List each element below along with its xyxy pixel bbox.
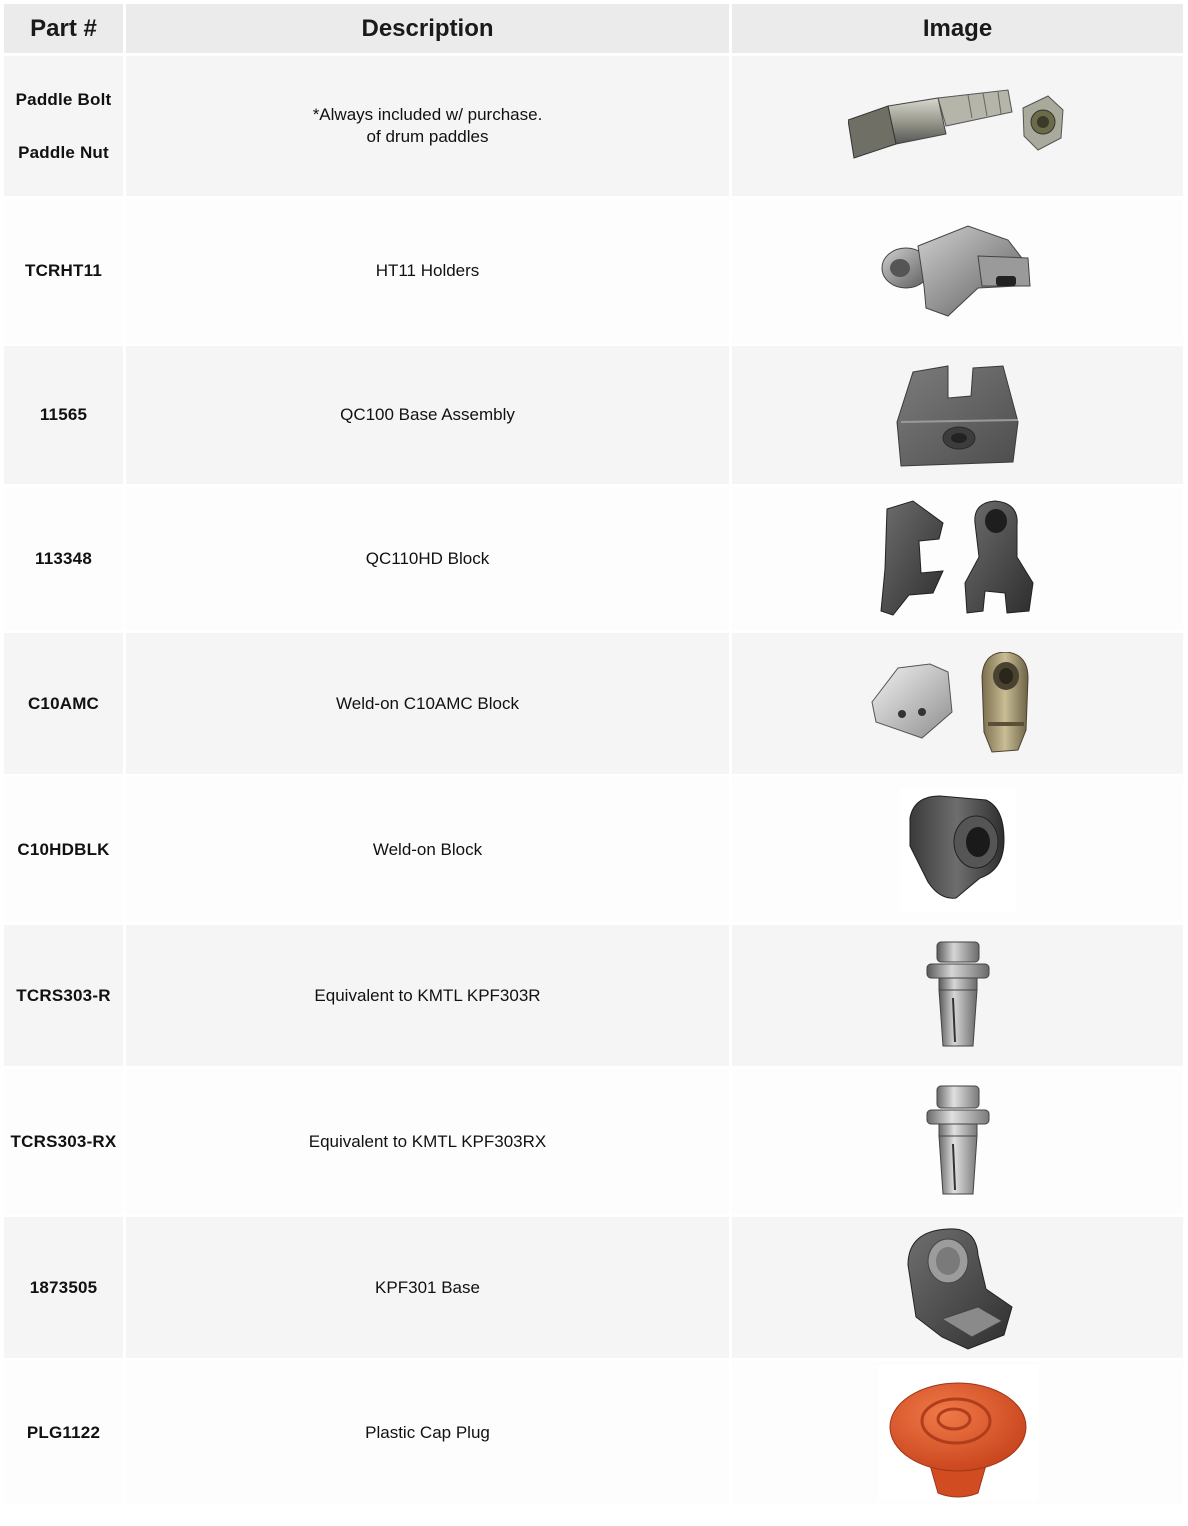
- sleeve-icon: [923, 938, 993, 1054]
- part-description: [126, 633, 729, 774]
- part-description: [126, 346, 729, 484]
- description-line: Weld-on Block: [372, 839, 483, 859]
- part-description: [126, 1361, 729, 1505]
- description-line: Plastic Cap Plug: [365, 1423, 490, 1442]
- part-image-cell: [732, 777, 1183, 922]
- description-line: Weld-on C10AMC Block: [336, 693, 519, 713]
- table-row: [4, 1361, 1183, 1505]
- part-number: [4, 1361, 123, 1505]
- part-description: [126, 56, 729, 196]
- table-row: [4, 1217, 1183, 1358]
- table-row: [4, 346, 1183, 484]
- cap-plug-icon: [878, 1365, 1038, 1501]
- part-number-line: PLG1122: [26, 1423, 101, 1442]
- part-description: [126, 1217, 729, 1358]
- description-line: HT11 Holders: [375, 261, 480, 280]
- header-part-number: Part #: [4, 4, 123, 53]
- part-image-cell: [732, 925, 1183, 1066]
- table-row: [4, 633, 1183, 774]
- part-number-line: C10HDBLK: [17, 839, 110, 859]
- part-description: [126, 925, 729, 1066]
- kpf-base-icon: [898, 1225, 1018, 1351]
- table-row: [4, 199, 1183, 343]
- table-header-row: [4, 4, 1183, 53]
- parts-table: [4, 4, 1183, 1505]
- part-description: [126, 1069, 729, 1214]
- part-number-line: C10AMC: [27, 693, 100, 713]
- table-row: [4, 1069, 1183, 1214]
- part-image-cell: [732, 633, 1183, 774]
- header-image: Image: [732, 4, 1183, 53]
- part-description: [126, 777, 729, 922]
- description-line: Equivalent to KMTL KPF303RX: [308, 1131, 547, 1151]
- description-line: *Always included w/ purchase.: [312, 105, 543, 124]
- part-number: [4, 199, 123, 343]
- part-number: [4, 633, 123, 774]
- part-image-cell: [732, 1069, 1183, 1214]
- part-image-cell: [732, 487, 1183, 630]
- weld-block-icon: [900, 788, 1016, 912]
- part-number: [4, 925, 123, 1066]
- part-number: [4, 1069, 123, 1214]
- description-line: of drum paddles: [366, 127, 489, 146]
- table-row: [4, 487, 1183, 630]
- part-number: [4, 56, 123, 196]
- part-image-cell: [732, 1361, 1183, 1505]
- part-number-line: TCRHT11: [25, 261, 102, 280]
- table-row: [4, 777, 1183, 922]
- header-description: Description: [126, 4, 729, 53]
- part-description: [126, 199, 729, 343]
- sleeve-icon: [923, 1082, 993, 1202]
- part-number: [4, 346, 123, 484]
- part-image-cell: [732, 1217, 1183, 1358]
- part-number: [4, 487, 123, 630]
- block-pair-icon: [873, 499, 1043, 619]
- part-number: [4, 777, 123, 922]
- part-image-cell: [732, 56, 1183, 196]
- weld-block-pair-icon: [868, 652, 1048, 756]
- base-assembly-icon: [893, 362, 1023, 468]
- part-description: [126, 487, 729, 630]
- description-line: KPF301 Base: [375, 1277, 480, 1297]
- table-row: [4, 56, 1183, 196]
- part-number-line: 113348: [35, 548, 92, 568]
- part-number-line: Paddle Nut: [18, 142, 109, 162]
- part-number: [4, 1217, 123, 1358]
- part-image-cell: [732, 199, 1183, 343]
- part-number-line: 1873505: [29, 1277, 98, 1297]
- part-number-line: TCRS303-RX: [10, 1131, 117, 1151]
- description-line: QC100 Base Assembly: [340, 405, 515, 424]
- bolt-and-nut-icon: [848, 86, 1068, 166]
- holder-icon: [878, 216, 1038, 326]
- part-number-line: 11565: [39, 405, 88, 424]
- description-line: Equivalent to KMTL KPF303R: [314, 985, 541, 1005]
- part-number-line: TCRS303-R: [16, 985, 111, 1005]
- part-image-cell: [732, 346, 1183, 484]
- table-row: [4, 925, 1183, 1066]
- description-line: QC110HD Block: [365, 548, 490, 568]
- part-number-line: Paddle Bolt: [15, 89, 112, 109]
